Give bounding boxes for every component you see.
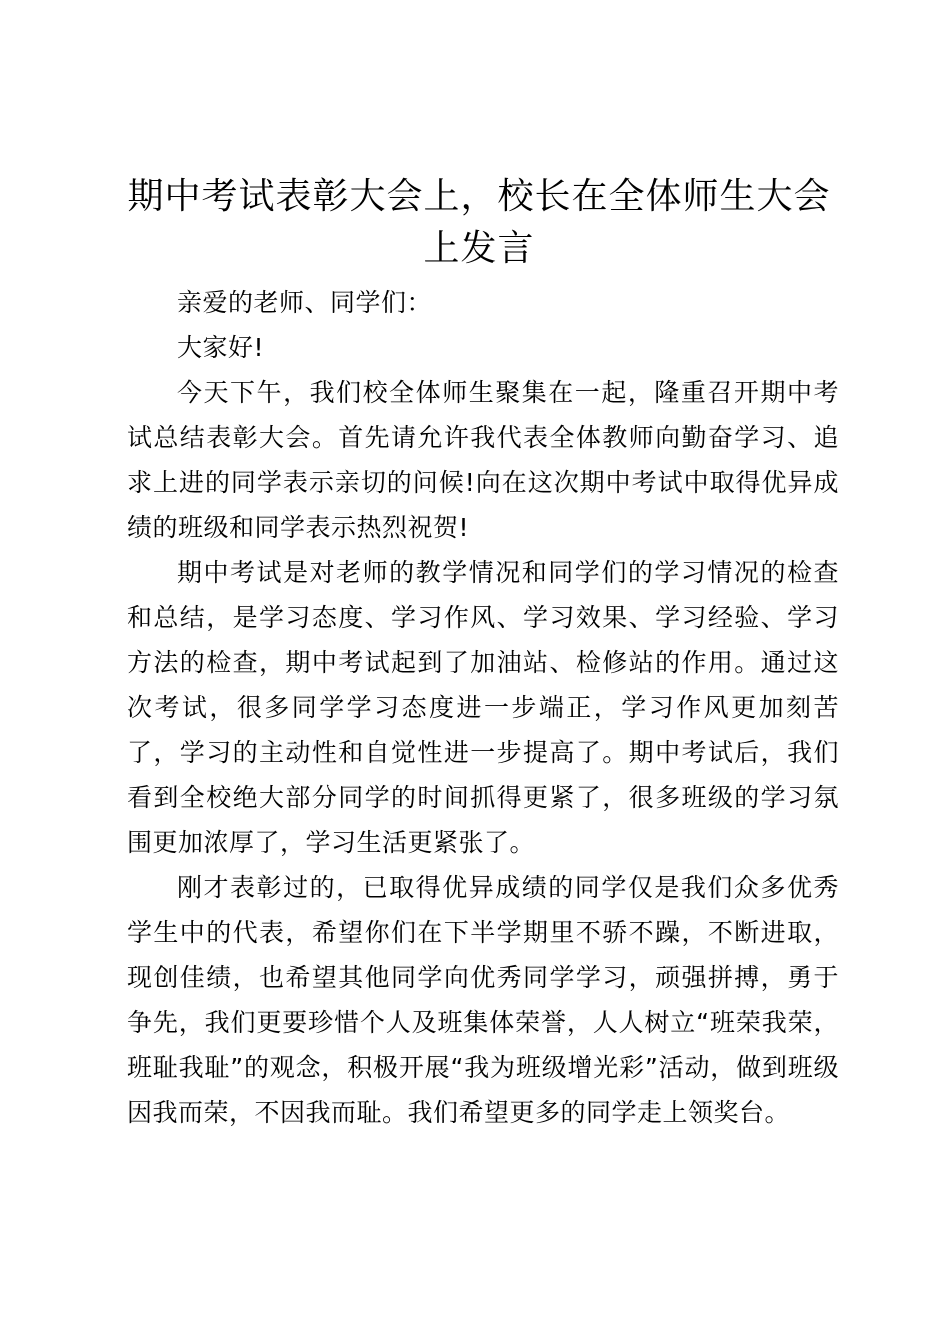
document-body [127,280,839,1135]
document-title: 期中考试表彰大会上，校长在全体师生大会上发言 [127,176,831,269]
body-paragraph: 刚才表彰过的，已取得优异成绩的同学仅是我们众多优秀学生中的代表，希望你们在下半学期里不骄不躁，不断进取，现创佳绩，也希望其他同学向优秀同学学习，顽强拼搏，勇于争先，我们更要珍惜个人及班集体荣誉，人人树立“班荣我荣，班耻我耻”的观念，积极开展“我为班级增光彩”活动，做到班级因我而荣，不因我而耻。我们希望更多的同学走上领奖台。 [127,873,839,1127]
body-paragraph: 今天下午，我们校全体师生聚集在一起，隆重召开期中考试总结表彰大会。首先请允许我代表全体教师向勤奋学习、追求上进的同学表示亲切的问候!向在这次期中考试中取得优异成绩的班级和同学表示热烈祝贺! [127,378,839,542]
salutation-paragraph: 亲爱的老师、同学们： [177,288,433,317]
body-paragraph: 期中考试是对老师的教学情况和同学们的学习情况的检查和总结，是学习态度、学习作风、学习效果、学习经验、学习方法的检查，期中考试起到了加油站、检修站的作用。通过这次考试，很多同学学习态度进一步端正，学习作风更加刻苦了，学习的主动性和自觉性进一步提高了。期中考试后，我们看到全校绝大部分同学的时间抓得更紧了，很多班级的学习氛围更加浓厚了，学习生活更紧张了。 [127,558,839,857]
greeting-paragraph: 大家好! [177,333,265,362]
